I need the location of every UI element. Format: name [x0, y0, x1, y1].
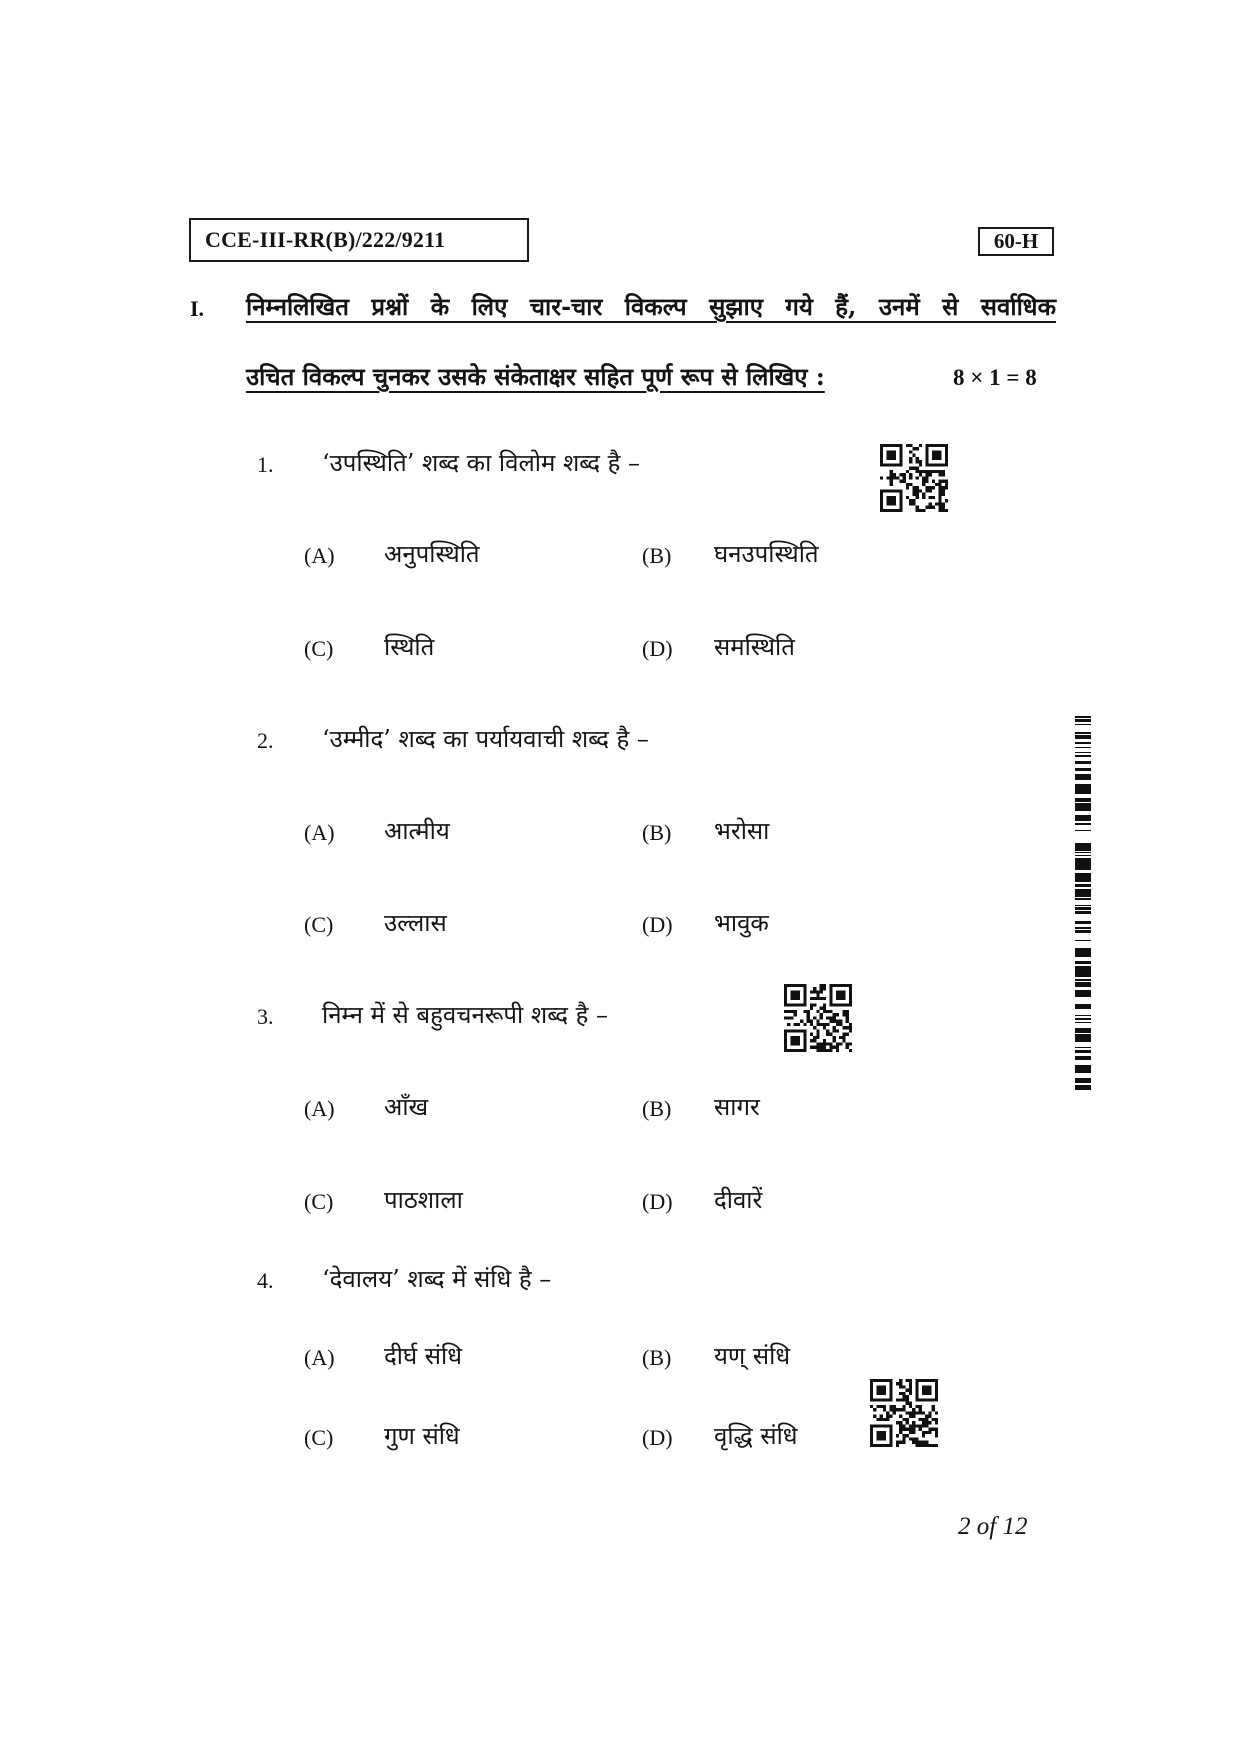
- question-text: ‘उपस्थिति’ शब्द का विलोम शब्द है –: [322, 449, 641, 477]
- option-text: दीवारें: [714, 1186, 763, 1214]
- option-text: भावुक: [714, 909, 769, 937]
- section-marks: 8 × 1 = 8: [953, 365, 1037, 390]
- question-text: निम्न में से बहुवचनरूपी शब्द है –: [322, 1001, 608, 1029]
- option-label: (D): [642, 912, 673, 937]
- section-instruction-line1: निम्नलिखित प्रश्नों के लिए चार-चार विकल्प सुझाए गये हैं, उनमें से सर्वाधिक: [246, 292, 1056, 321]
- option-label: (D): [642, 1189, 673, 1214]
- option-label: (B): [642, 543, 672, 568]
- option-text: आत्मीय: [384, 817, 450, 845]
- option-text: भरोसा: [714, 817, 770, 845]
- option-label: (C): [304, 1425, 334, 1450]
- section-number: I.: [190, 296, 205, 321]
- option-label: (A): [304, 820, 335, 845]
- option-label: (B): [642, 1345, 672, 1370]
- option-label: (C): [304, 1189, 334, 1214]
- barcode-icon: [1075, 716, 1091, 1090]
- option-text: गुण संधि: [384, 1422, 460, 1450]
- option-text: उल्लास: [384, 909, 447, 937]
- qr-code-icon: [880, 444, 948, 512]
- question-number: 2.: [257, 728, 274, 753]
- option-text: घनउपस्थिति: [714, 540, 819, 568]
- paper-set-code: 60-H: [978, 227, 1054, 256]
- option-label: (C): [304, 912, 334, 937]
- section-instruction-line2: उचित विकल्प चुनकर उसके संकेताक्षर सहित पूर्ण रूप से लिखिए :: [246, 362, 825, 391]
- option-text: यण् संधि: [714, 1342, 791, 1370]
- option-label: (D): [642, 636, 673, 661]
- option-text: समस्थिति: [714, 633, 795, 661]
- option-text: स्थिति: [384, 633, 435, 661]
- option-text: सागर: [714, 1093, 760, 1121]
- option-text: पाठशाला: [384, 1186, 463, 1214]
- option-text: अनुपस्थिति: [384, 540, 480, 568]
- option-text: दीर्घ संधि: [384, 1342, 462, 1370]
- qr-code-icon: [784, 984, 852, 1052]
- option-label: (B): [642, 820, 672, 845]
- paper-code: CCE-III-RR(B)/222/9211: [189, 218, 529, 262]
- question-number: 4.: [257, 1268, 274, 1293]
- question-text: ‘देवालय’ शब्द में संधि है –: [322, 1265, 552, 1293]
- option-label: (A): [304, 1096, 335, 1121]
- page-number: 2 of 12: [958, 1513, 1028, 1540]
- question-number: 3.: [257, 1004, 274, 1029]
- option-text: आँख: [384, 1093, 429, 1121]
- option-label: (C): [304, 636, 334, 661]
- option-label: (A): [304, 543, 335, 568]
- qr-code-icon: [870, 1379, 938, 1447]
- question-text: ‘उम्मीद’ शब्द का पर्यायवाची शब्द है –: [322, 725, 649, 753]
- option-label: (D): [642, 1425, 673, 1450]
- option-label: (A): [304, 1345, 335, 1370]
- option-text: वृद्धि संधि: [714, 1422, 798, 1450]
- option-label: (B): [642, 1096, 672, 1121]
- question-number: 1.: [257, 452, 274, 477]
